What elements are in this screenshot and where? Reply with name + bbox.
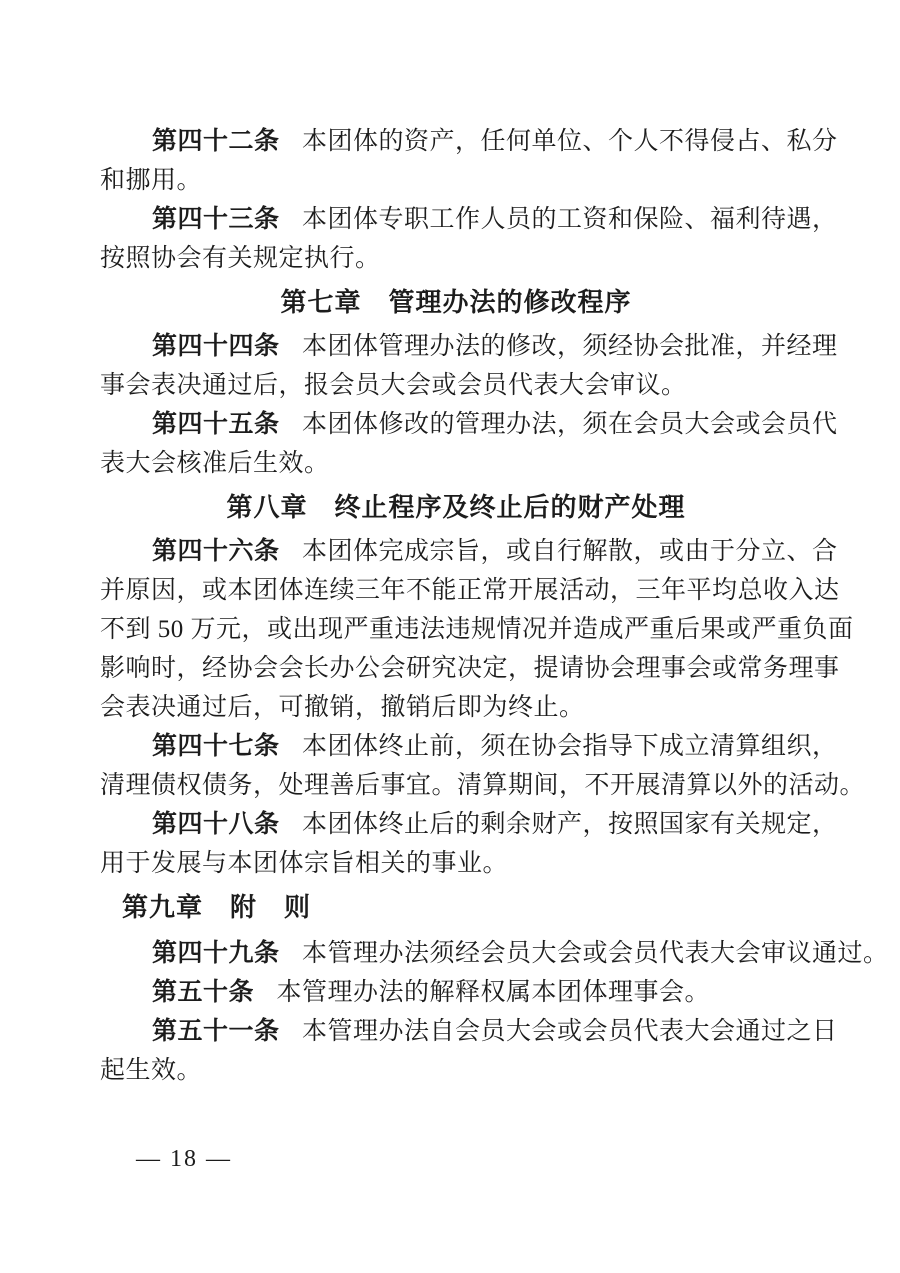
article-number: 第四十三条 bbox=[152, 206, 280, 233]
line-text: 影响时，经协会会长办公会研究决定，提请协会理事会或常务理事 bbox=[100, 655, 840, 682]
article-first-line bbox=[100, 973, 812, 1012]
line-text: 表大会核准后生效。 bbox=[100, 450, 330, 477]
text-line bbox=[100, 610, 854, 649]
article-number: 第四十二条 bbox=[152, 128, 280, 155]
article-number: 第四十九条 bbox=[152, 940, 280, 967]
line-text: 本管理办法自会员大会或会员代表大会通过之日 bbox=[302, 1018, 838, 1045]
line-text: 本团体专职工作人员的工资和保险、福利待遇， bbox=[302, 206, 838, 233]
text-line bbox=[100, 649, 840, 688]
line-text: 本团体的资产，任何单位、个人不得侵占、私分 bbox=[302, 128, 838, 155]
line-text: 本团体终止后的剩余财产，按照国家有关规定， bbox=[302, 811, 838, 838]
document-content bbox=[100, 122, 889, 1090]
article-first-line bbox=[100, 1012, 838, 1051]
line-text: 事会表决通过后，报会员大会或会员代表大会审议。 bbox=[100, 372, 687, 399]
line-text: 起生效。 bbox=[100, 1057, 203, 1084]
line-text: 并原因，或本团体连续三年不能正常开展活动，三年平均总收入达 bbox=[100, 577, 840, 604]
article-number: 第五十条 bbox=[152, 979, 255, 1006]
line-text: 和挪用。 bbox=[100, 167, 203, 194]
article-number: 第四十五条 bbox=[152, 411, 280, 438]
text-line bbox=[100, 444, 812, 483]
line-text: 本团体管理办法的修改，须经协会批准，并经理 bbox=[302, 333, 838, 360]
article-number: 第四十七条 bbox=[152, 733, 280, 760]
text-line bbox=[100, 1051, 812, 1090]
text-line bbox=[100, 766, 866, 805]
line-text: 不到 50 万元，或出现严重违法违规情况并造成严重后果或严重负面 bbox=[100, 616, 854, 643]
chapter-heading: 第八章 终止程序及终止后的财产处理 bbox=[226, 492, 686, 522]
text-line bbox=[100, 844, 812, 883]
article-first-line bbox=[100, 122, 838, 161]
article-number: 第五十一条 bbox=[152, 1018, 280, 1045]
text-line bbox=[100, 571, 840, 610]
line-text: 本团体终止前，须在协会指导下成立清算组织， bbox=[302, 733, 838, 760]
line-text: 清理债权债务，处理善后事宜。清算期间，不开展清算以外的活动。 bbox=[100, 772, 866, 799]
article-number: 第四十八条 bbox=[152, 811, 280, 838]
chapter-heading: 第七章 管理办法的修改程序 bbox=[280, 287, 632, 317]
article-first-line bbox=[100, 200, 838, 239]
line-text: 本团体修改的管理办法，须在会员大会或会员代 bbox=[302, 411, 838, 438]
line-text: 本管理办法须经会员大会或会员代表大会审议通过。 bbox=[302, 940, 889, 967]
article-first-line bbox=[100, 405, 838, 444]
article-number: 第四十四条 bbox=[152, 333, 280, 360]
article-first-line bbox=[100, 934, 889, 973]
text-line bbox=[100, 366, 812, 405]
article-first-line bbox=[100, 805, 838, 844]
article-first-line bbox=[100, 532, 838, 571]
line-text: 用于发展与本团体宗旨相关的事业。 bbox=[100, 850, 509, 877]
text-line bbox=[100, 688, 812, 727]
line-text: 本管理办法的解释权属本团体理事会。 bbox=[276, 979, 711, 1006]
page-number: — 18 — bbox=[136, 1146, 232, 1172]
article-first-line bbox=[100, 727, 838, 766]
text-line bbox=[100, 161, 812, 200]
text-line bbox=[100, 239, 812, 278]
line-text: 会表决通过后，可撤销，撤销后即为终止。 bbox=[100, 694, 585, 721]
chapter-heading: 第九章 附 则 bbox=[122, 892, 312, 922]
article-first-line bbox=[100, 327, 838, 366]
line-text: 本团体完成宗旨，或自行解散，或由于分立、合 bbox=[302, 538, 838, 565]
article-number: 第四十六条 bbox=[152, 538, 280, 565]
line-text: 按照协会有关规定执行。 bbox=[100, 245, 381, 272]
